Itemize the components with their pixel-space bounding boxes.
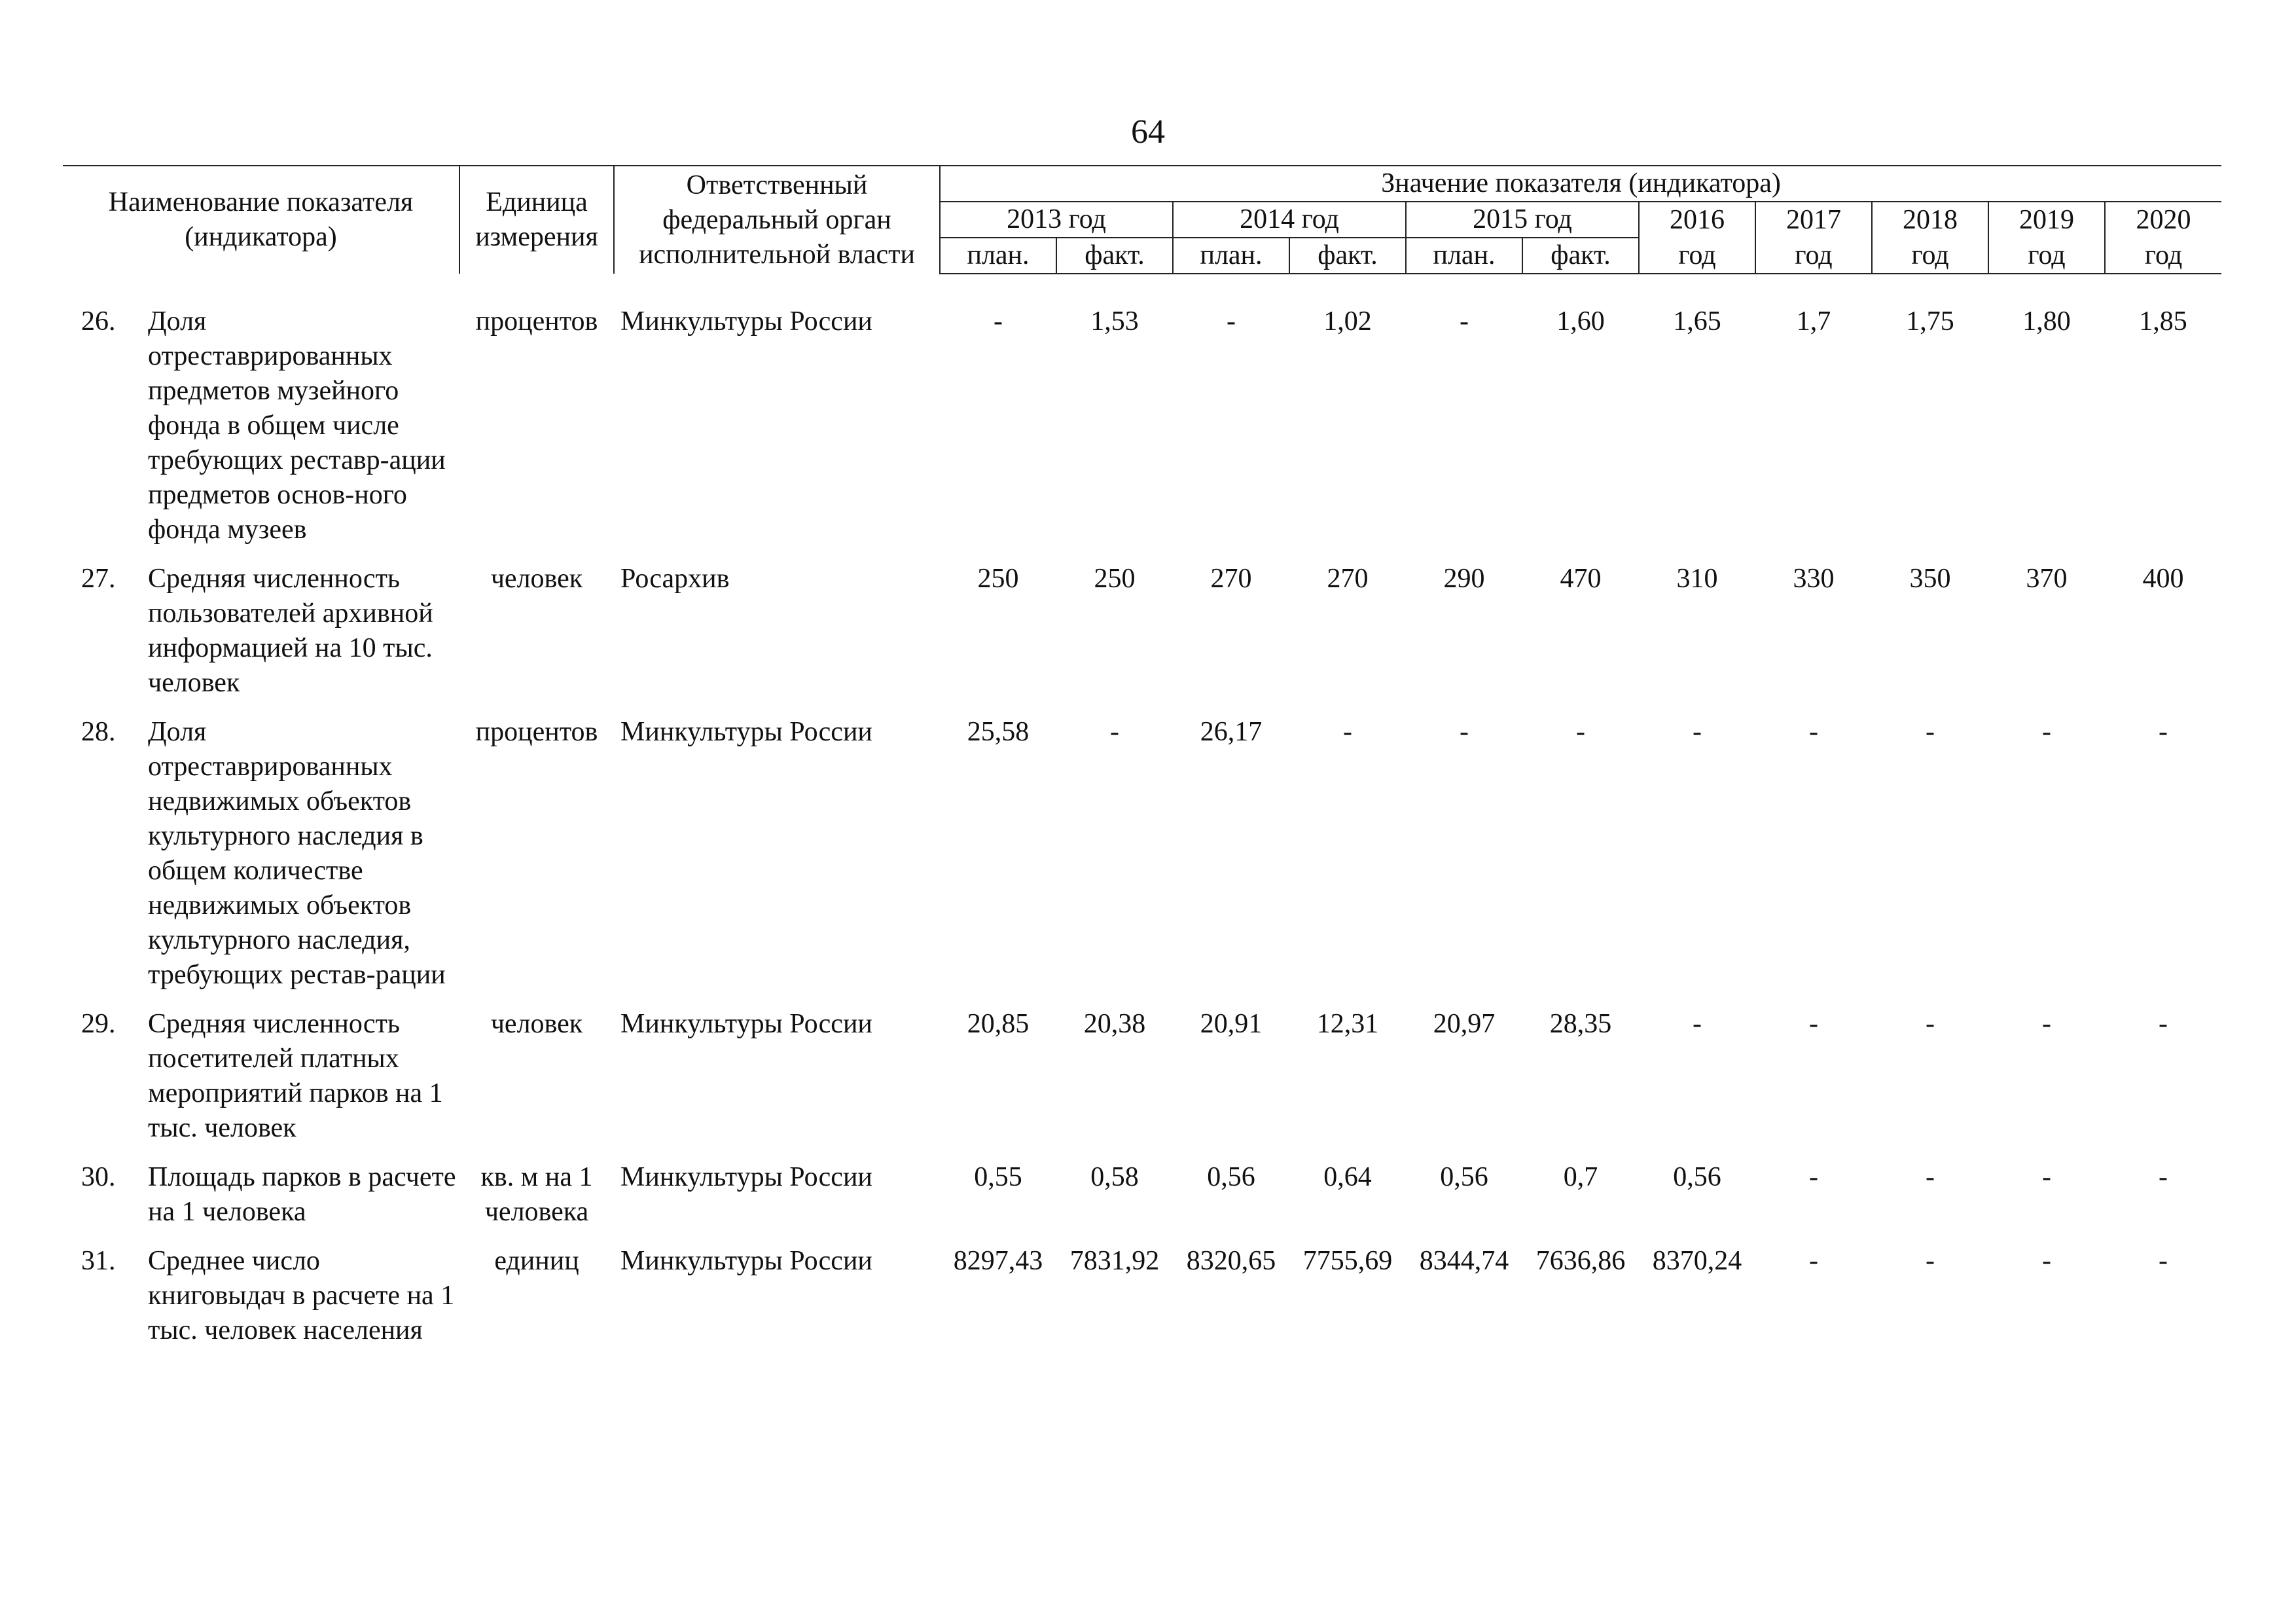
- value-cell: 1,80: [2022, 306, 2071, 337]
- value-cell: 28,35: [1549, 1009, 1612, 1039]
- indicator-name-cell: [63, 1244, 459, 1362]
- unit-cell: кв. м на 1 человека: [480, 1162, 593, 1227]
- indicator-name: Площадь парков в расчете на 1 человека: [148, 1162, 456, 1227]
- value-cell: 8297,43: [953, 1246, 1043, 1276]
- table-body: [63, 274, 2221, 1362]
- value-cell: 12,31: [1316, 1009, 1379, 1039]
- value-cell: 8344,74: [1419, 1246, 1509, 1276]
- value-cell: 330: [1793, 564, 1835, 594]
- value-cell: 310: [1676, 564, 1718, 594]
- indicator-name-cell: [63, 562, 459, 715]
- page-number: 64: [1131, 113, 1165, 151]
- value-cell: 400: [2142, 564, 2184, 594]
- org-cell: Минкультуры России: [620, 717, 872, 747]
- value-cell: 8320,65: [1186, 1246, 1276, 1276]
- header-year-2016: 2016: [1639, 202, 1755, 238]
- value-cell: -: [2159, 1009, 2168, 1039]
- value-cell: 290: [1443, 564, 1485, 594]
- value-cell: 0,64: [1323, 1162, 1372, 1192]
- value-cell: -: [1809, 1246, 1818, 1276]
- value-cell: 0,55: [974, 1162, 1022, 1192]
- header-suffix-2019: год: [1988, 238, 2105, 274]
- value-cell: 26,17: [1200, 717, 1263, 747]
- value-cell: 270: [1327, 564, 1369, 594]
- table-row: [63, 1160, 2221, 1244]
- value-cell: -: [1926, 717, 1935, 747]
- value-cell: 7831,92: [1069, 1246, 1160, 1276]
- unit-cell: процентов: [475, 717, 598, 747]
- header-fact-2013: факт.: [1056, 238, 1173, 274]
- value-cell: 1,02: [1323, 306, 1372, 337]
- value-cell: -: [1460, 717, 1469, 747]
- value-cell: 250: [1094, 564, 1136, 594]
- header-year-2019: 2019: [1988, 202, 2105, 238]
- value-cell: -: [1460, 306, 1469, 337]
- header-year-2017: 2017: [1755, 202, 1872, 238]
- table-row: [63, 1007, 2221, 1160]
- header-org: Ответственный федеральный орган исполнительной власти: [614, 166, 940, 274]
- indicators-table: [63, 165, 2221, 1362]
- indicator-name-cell: [63, 304, 459, 562]
- value-cell: 1,7: [1796, 306, 1831, 337]
- header-plan-2015: план.: [1406, 238, 1522, 274]
- value-cell: -: [1110, 717, 1119, 747]
- value-cell: 20,85: [967, 1009, 1030, 1039]
- value-cell: 370: [2026, 564, 2068, 594]
- value-cell: 0,56: [1440, 1162, 1488, 1192]
- table-row: [63, 1244, 2221, 1362]
- value-cell: 25,58: [967, 717, 1030, 747]
- value-cell: 20,38: [1083, 1009, 1146, 1039]
- value-cell: 1,75: [1906, 306, 1954, 337]
- indicator-name-cell: [63, 715, 459, 1007]
- value-cell: -: [1693, 1009, 1702, 1039]
- header-values-group: Значение показателя (индикатора): [940, 166, 2221, 202]
- value-cell: 470: [1560, 564, 1602, 594]
- header-year-2013: 2013 год: [940, 202, 1173, 238]
- table-row: [63, 715, 2221, 1007]
- value-cell: 20,97: [1433, 1009, 1496, 1039]
- header-name: Наименование показателя (индикатора): [63, 166, 459, 274]
- value-cell: 7636,86: [1535, 1246, 1626, 1276]
- row-number: 29.: [81, 1009, 116, 1039]
- indicator-name-cell: [63, 1007, 459, 1160]
- value-cell: 1,85: [2139, 306, 2187, 337]
- header-suffix-2018: год: [1872, 238, 1988, 274]
- org-cell: Минкультуры России: [620, 1246, 872, 1276]
- unit-cell: единиц: [494, 1246, 579, 1276]
- value-cell: -: [2159, 717, 2168, 747]
- unit-cell: человек: [490, 1009, 583, 1039]
- value-cell: 0,56: [1673, 1162, 1721, 1192]
- value-cell: -: [1926, 1246, 1935, 1276]
- org-cell: Росархив: [620, 564, 730, 594]
- value-cell: 8370,24: [1652, 1246, 1742, 1276]
- value-cell: 0,56: [1207, 1162, 1255, 1192]
- row-number: 28.: [81, 717, 116, 747]
- value-cell: -: [2042, 1246, 2051, 1276]
- value-cell: -: [1809, 1162, 1818, 1192]
- value-cell: 1,60: [1556, 306, 1605, 337]
- header-year-2014: 2014 год: [1173, 202, 1406, 238]
- table-row: [63, 562, 2221, 715]
- table-row: [63, 304, 2221, 562]
- value-cell: 270: [1210, 564, 1252, 594]
- value-cell: -: [1227, 306, 1236, 337]
- value-cell: 0,58: [1090, 1162, 1139, 1192]
- value-cell: -: [2042, 717, 2051, 747]
- indicator-name: Доля отреставрированных недвижимых объектов культурного наследия в общем количестве недвижимых объектов культурного наследия, требующих рестав-рации: [148, 717, 446, 990]
- row-number: 30.: [81, 1162, 116, 1192]
- header-year-2018: 2018: [1872, 202, 1988, 238]
- value-cell: -: [1809, 717, 1818, 747]
- value-cell: 350: [1909, 564, 1951, 594]
- value-cell: -: [1809, 1009, 1818, 1039]
- indicator-name: Доля отреставрированных предметов музейного фонда в общем числе требующих реставр-ации предметов основ-ного фонда музеев: [148, 306, 446, 545]
- value-cell: -: [1693, 717, 1702, 747]
- value-cell: -: [1926, 1162, 1935, 1192]
- indicator-name: Средняя численность посетителей платных мероприятий парков на 1 тыс. человек: [148, 1009, 443, 1143]
- value-cell: 1,53: [1090, 306, 1139, 337]
- value-cell: 20,91: [1200, 1009, 1263, 1039]
- header-suffix-2016: год: [1639, 238, 1755, 274]
- value-cell: -: [2159, 1162, 2168, 1192]
- value-cell: 7755,69: [1302, 1246, 1393, 1276]
- header-suffix-2020: год: [2105, 238, 2221, 274]
- indicator-name: Среднее число книговыдач в расчете на 1 тыс. человек населения: [148, 1246, 455, 1345]
- unit-cell: человек: [490, 564, 583, 594]
- header-plan-2013: план.: [940, 238, 1056, 274]
- row-number: 27.: [81, 564, 116, 594]
- value-cell: -: [2042, 1009, 2051, 1039]
- org-cell: Минкультуры России: [620, 1009, 872, 1039]
- row-number: 31.: [81, 1246, 116, 1276]
- value-cell: -: [2042, 1162, 2051, 1192]
- org-cell: Минкультуры России: [620, 306, 872, 337]
- header-year-2020: 2020: [2105, 202, 2221, 238]
- value-cell: 250: [977, 564, 1019, 594]
- value-cell: -: [994, 306, 1003, 337]
- header-fact-2014: факт.: [1289, 238, 1406, 274]
- indicator-name-cell: [63, 1160, 459, 1244]
- indicator-name: Средняя численность пользователей архивной информацией на 10 тыс. человек: [148, 564, 433, 698]
- header-fact-2015: факт.: [1522, 238, 1639, 274]
- value-cell: -: [2159, 1246, 2168, 1276]
- row-number: 26.: [81, 306, 116, 337]
- header-unit: Единица измерения: [459, 166, 614, 274]
- value-cell: 1,65: [1673, 306, 1721, 337]
- value-cell: -: [1576, 717, 1585, 747]
- value-cell: -: [1926, 1009, 1935, 1039]
- value-cell: 0,7: [1563, 1162, 1598, 1192]
- header-suffix-2017: год: [1755, 238, 1872, 274]
- value-cell: -: [1343, 717, 1352, 747]
- table-header: [63, 166, 2221, 274]
- header-year-2015: 2015 год: [1406, 202, 1639, 238]
- unit-cell: процентов: [475, 306, 598, 337]
- header-plan-2014: план.: [1173, 238, 1289, 274]
- org-cell: Минкультуры России: [620, 1162, 872, 1192]
